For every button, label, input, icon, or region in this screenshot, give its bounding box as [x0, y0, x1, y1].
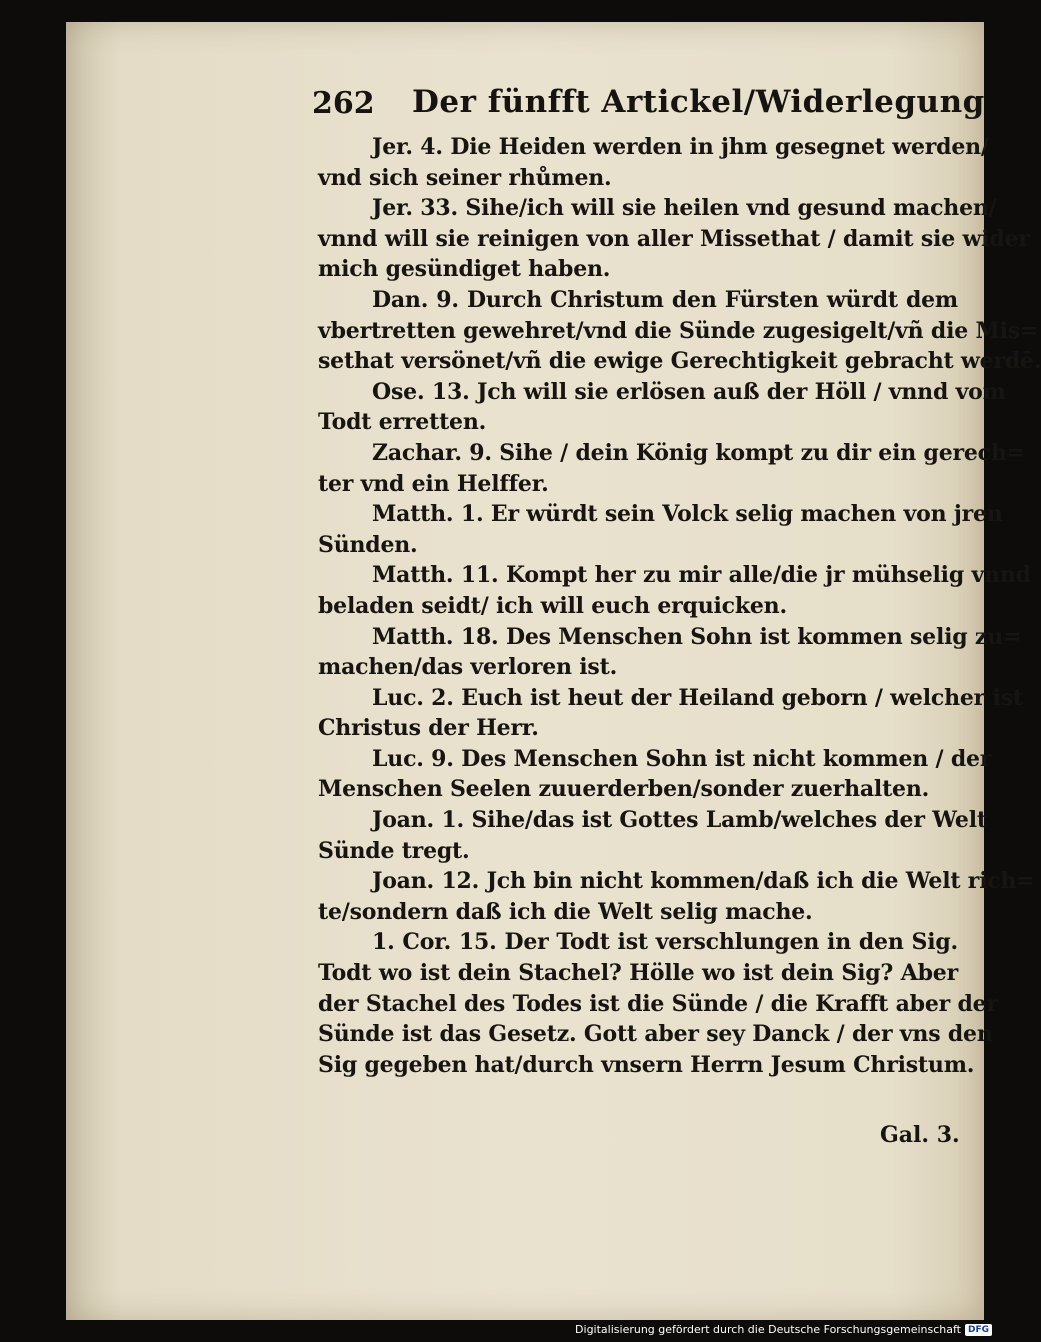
text-line: vbertretten gewehret/vnd die Sünde zugesigelt/vñ die Mis= [318, 317, 1039, 344]
page-header [312, 78, 985, 122]
text-line: Matth. 11. Kompt her zu mir alle/die jr mühselig vnnd [372, 562, 1031, 589]
text-line: Jer. 4. Die Heiden werden in jhm gesegnet werden/ [372, 134, 989, 160]
text-line: Zachar. 9. Sihe / dein König kompt zu dir ein gerech= [372, 439, 1025, 466]
text-line: Joan. 12. Jch bin nicht kommen/daß ich die Welt rich= [372, 868, 1035, 895]
text-line: beladen seidt/ ich will euch erquicken. [318, 592, 787, 619]
text-line: Jer. 33. Sihe/ich will sie heilen vnd gesund machen/ [372, 195, 997, 222]
text-line: Sünde tregt. [318, 837, 470, 864]
text-line: vnnd will sie reinigen von aller Missethat / damit sie wider [318, 225, 1030, 252]
running-title: Der fünfft Artickel/Widerlegung [412, 84, 985, 120]
text-line: Luc. 2. Euch ist heut der Heiland geborn / welcher ist [372, 684, 1023, 711]
text-line: der Stachel des Todes ist die Sünde / die Krafft aber der [318, 990, 998, 1017]
page-number: 262 [312, 86, 375, 121]
text-line: Menschen Seelen zuuerderben/sonder zuerhalten. [318, 776, 930, 803]
text-line: Joan. 1. Sihe/das ist Gottes Lamb/welches der Welt [372, 807, 987, 834]
body-text [318, 132, 1041, 1080]
text-line: Todt erretten. [318, 409, 487, 436]
text-line: ter vnd ein Helffer. [318, 470, 549, 497]
text-line: vnd sich seiner rhůmen. [318, 164, 612, 191]
text-line: mich gesündiget haben. [318, 256, 611, 283]
catchword: Gal. 3. [880, 1122, 960, 1148]
text-line: Ose. 13. Jch will sie erlösen auß der Höll / vnnd vom [372, 378, 1006, 405]
text-line: sethat versönet/vñ die ewige Gerechtigkeit gebracht werdē. [318, 348, 1041, 375]
text-line: te/sondern daß ich die Welt selig mache. [318, 898, 813, 925]
text-line: Christus der Herr. [318, 715, 539, 742]
text-line: Sünden. [318, 531, 418, 558]
text-line: Todt wo ist dein Stachel? Hölle wo ist dein Sig? Aber [318, 960, 958, 987]
text-line: Sünde ist das Gesetz. Gott aber sey Danck / der vns den [318, 1021, 993, 1048]
text-line: Matth. 18. Des Menschen Sohn ist kommen selig zu= [372, 623, 1022, 650]
dfg-logo-icon: DFG [965, 1324, 992, 1336]
text-line: machen/das verloren ist. [318, 654, 618, 681]
text-line: Luc. 9. Des Menschen Sohn ist nicht kommen / der [372, 745, 992, 772]
digitization-footer [575, 1323, 992, 1336]
footer-credit: Digitalisierung gefördert durch die Deutsche Forschungsgemeinschaft [575, 1323, 961, 1336]
text-line: Sig gegeben hat/durch vnsern Herrn Jesum Christum. [318, 1051, 975, 1078]
text-line: Dan. 9. Durch Christum den Fürsten würdt dem [372, 286, 958, 313]
text-line: Matth. 1. Er würdt sein Volck selig machen von jren [372, 501, 1003, 528]
text-line: 1. Cor. 15. Der Todt ist verschlungen in den Sig. [372, 929, 958, 956]
